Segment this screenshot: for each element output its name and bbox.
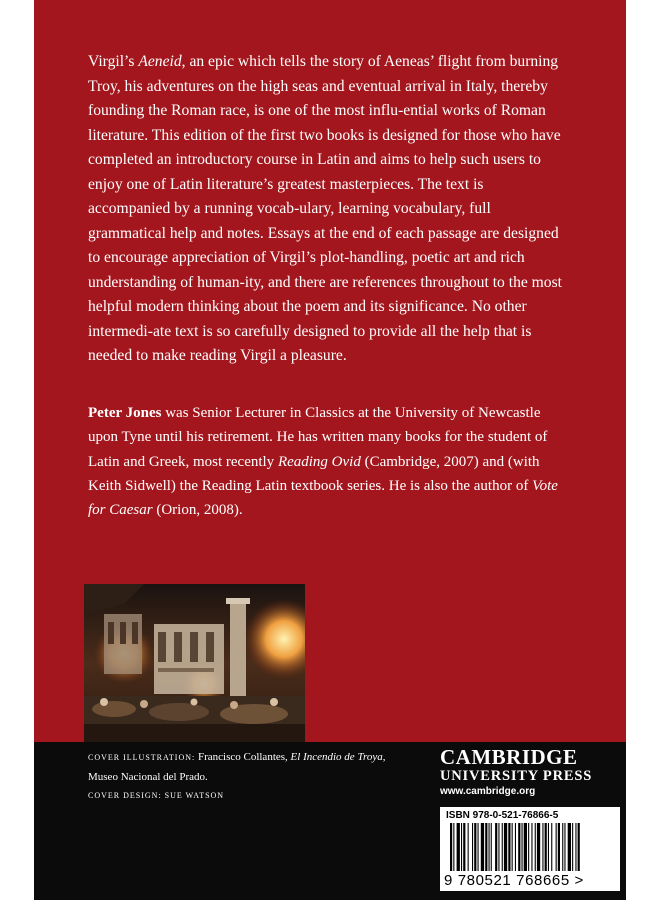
barcode-bar bbox=[457, 823, 460, 871]
barcode-bar bbox=[568, 823, 571, 871]
barcode-bar bbox=[522, 823, 523, 871]
cover-credits bbox=[88, 748, 418, 800]
design-credit: COVER DESIGN: SUE WATSON bbox=[88, 791, 225, 800]
barcode-bar bbox=[498, 823, 499, 871]
publisher-name: CAMBRIDGE bbox=[440, 745, 578, 769]
barcode-bar bbox=[474, 823, 476, 871]
barcode-bar bbox=[485, 823, 487, 871]
blurb-paragraph: Virgil’s Aeneid, an epic which tells the story of Aeneas’ flight from burning Troy, his adventures on the high seas and eventual arrival in Italy, thereby founding the Roman race, is one of the most influ-ential works of Roman literature. This edition of the first two books is designed for those who have completed an introductory course in Latin and aims to help such users to enjoy one of Latin literature’s greatest masterpieces. The text is accompanied by a running vocab-ulary, learning vocabulary, full grammatical help and notes. Essays at the end of each passage are designed to encourage appreciation of Virgil’s plot-handling, poetic art and rich understanding of human-ity, and there are references throughout to the most helpful modern thinking about the poem and its significance. No other intermedi-ate text is so carefully designed to provide all the help that is needed to make reading Virgil a pleasure. bbox=[88, 53, 563, 364]
barcode-bar bbox=[518, 823, 520, 871]
barcode-bar bbox=[504, 823, 507, 871]
barcode-bar bbox=[472, 823, 473, 871]
barcode-bar bbox=[548, 823, 549, 871]
barcode-bar bbox=[545, 823, 547, 871]
barcode-bar bbox=[575, 823, 576, 871]
barcode-bar bbox=[478, 823, 479, 871]
publisher-press: UNIVERSITY PRESS bbox=[440, 768, 593, 784]
barcode-bar bbox=[491, 823, 492, 871]
barcode-bar bbox=[572, 823, 573, 871]
barcode-bar bbox=[556, 823, 557, 871]
barcode-number: 9 780521 768665 > bbox=[444, 872, 584, 889]
burning-troy-painting bbox=[84, 584, 305, 742]
barcode-bar bbox=[537, 823, 540, 871]
aeneid-title: Aeneid bbox=[138, 53, 182, 70]
barcode-bar bbox=[535, 823, 536, 871]
barcode-bar bbox=[489, 823, 490, 871]
author-name: Peter Jones bbox=[88, 405, 162, 421]
barcode-bar bbox=[495, 823, 497, 871]
barcode-bar bbox=[502, 823, 503, 871]
cover-painting bbox=[84, 584, 305, 742]
barcode-bar bbox=[508, 823, 510, 871]
book-reading-ovid: Reading Ovid bbox=[277, 453, 361, 470]
barcode-bar bbox=[564, 823, 565, 871]
illustration-credit: COVER ILLUSTRATION: Francisco Collantes, El Incendio de Troya, bbox=[88, 751, 386, 763]
museum-credit: Museo Nacional del Prado. bbox=[88, 771, 208, 783]
barcode-bar bbox=[468, 823, 469, 871]
barcode-bar bbox=[531, 823, 532, 871]
barcode-bar bbox=[551, 823, 552, 871]
author-bio: Peter Jones was Senior Lecturer in Classics at the University of Newcastle upon Tyne until his retirement. He has written many books for the student of Latin and Greek, most recently Reading Ovid (Cambridge, 2007) and (with Keith Sidwell) the Reading Latin textbook series. He is also the author of Vote for Caesar (Orion, 2008). bbox=[88, 405, 558, 519]
publisher-url: www.cambridge.org bbox=[440, 786, 536, 797]
barcode-bar bbox=[512, 823, 513, 871]
isbn-label: ISBN 978-0-521-76866-5 bbox=[446, 810, 559, 821]
publisher-logo bbox=[440, 746, 620, 799]
barcode-bar bbox=[524, 823, 527, 871]
barcode-bar bbox=[562, 823, 563, 871]
barcode-bar bbox=[515, 823, 516, 871]
book-vote-for-caesar: Vote for Caesar bbox=[88, 477, 558, 519]
barcode-bar bbox=[461, 823, 462, 871]
barcode-bar bbox=[542, 823, 543, 871]
isbn-barcode bbox=[440, 807, 620, 891]
barcode-bar bbox=[558, 823, 560, 871]
barcode-bar bbox=[578, 823, 580, 871]
barcode-bar bbox=[450, 823, 452, 871]
barcode-bar bbox=[528, 823, 529, 871]
barcode-bar bbox=[463, 823, 465, 871]
barcode-bar bbox=[453, 823, 454, 871]
barcode-bar bbox=[481, 823, 484, 871]
